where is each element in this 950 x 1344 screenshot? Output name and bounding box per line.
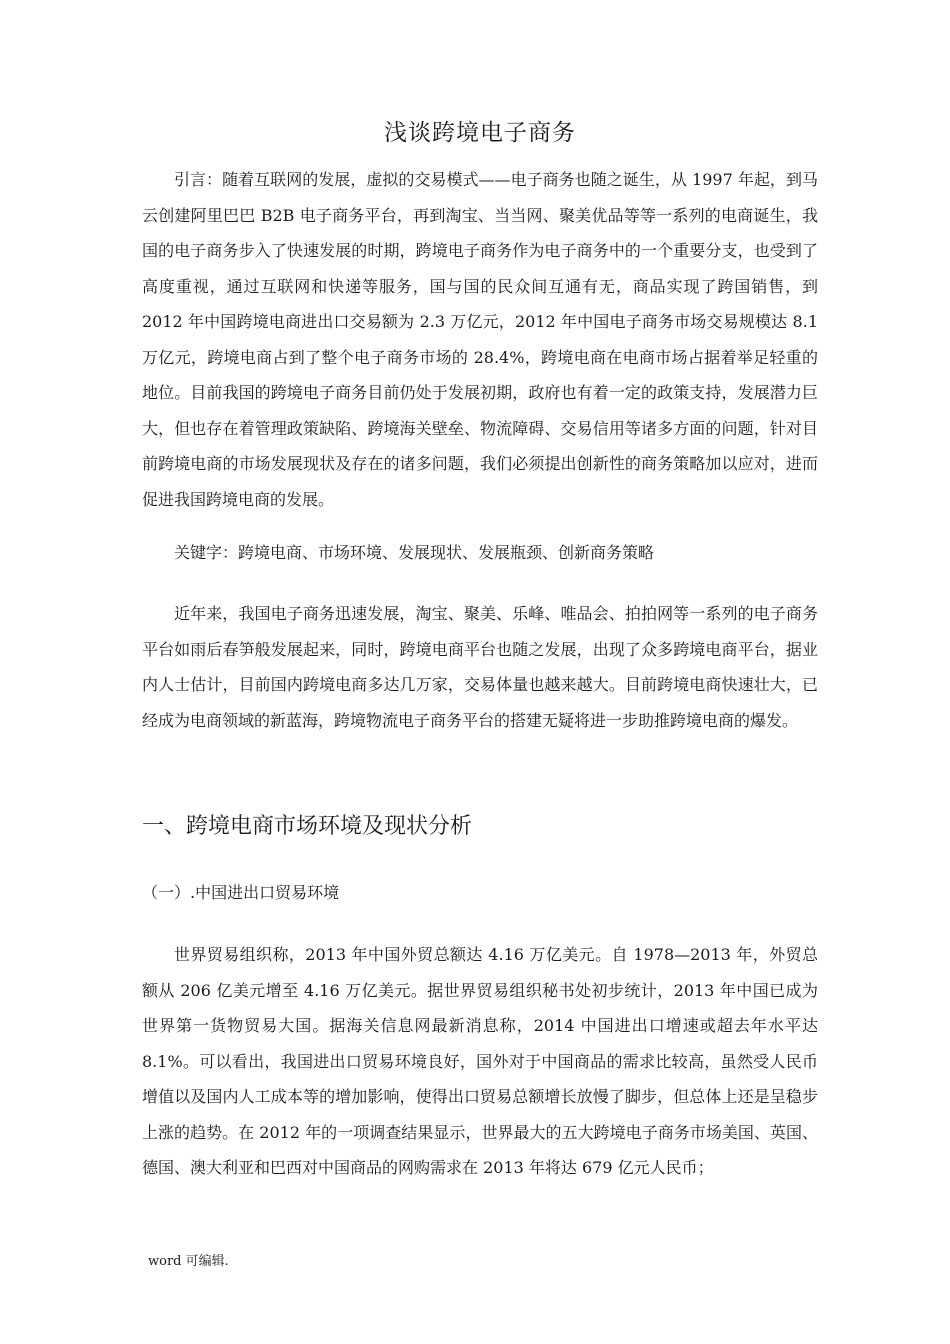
section-heading-1: 一、跨境电商市场环境及现状分析 [142, 814, 473, 839]
intro-paragraph: 引言：随着互联网的发展，虚拟的交易模式——电子商务也随之诞生，从 1997 年起，到马云创建阿里巴巴 B2B 电子商务平台，再到淘宝、当当网、聚美优品等等一系列的电商诞生，我国的电子商务步入了快速发展的时期，跨境电子商务作为电子商务中的一个重要分支，也受到了高度重视，通过互联网和快递等服务，国与国的民众间互通有无，商品实现了跨国销售，到 2012 年中国跨境电商进出口交易额为 2.3 万亿元，2012 年中国电子商务市场交易规模达 8.1 万亿元，跨境电商占到了整个电子商务市场的 28.4%，跨境电商在电商市场占据着举足轻重的地位。目前我国的跨境电子商务目前仍处于发展初期，政府也有着一定的政策支持，发展潜力巨大，但也存在着管理政策缺陷、跨境海关壁垒、物流障碍、交易信用等诸多方面的问题，针对目前跨境电商的市场发展现状及存在的诸多问题，我们必须提出创新性的商务策略加以应对，进而促进我国跨境电商的发展。 [142, 170, 818, 509]
trade-environment-paragraph: 世界贸易组织称，2013 年中国外贸总额达 4.16 万亿美元。自 1978—2013 年，外贸总额从 206 亿美元增至 4.16 万亿美元。据世界贸易组织秘书处初步统计，2013 年中国已成为世界第一货物贸易大国。据海关信息网最新消息称，2014 中国进出口增速或超去年水平达 8.1%。可以看出，我国进出口贸易环境良好，国外对于中国商品的需求比较高，虽然受人民币增值以及国内人工成本等的增加影响，使得出口贸易总额增长放慢了脚步，但总体上还是呈稳步上涨的趋势。在 2012 年的一项调查结果显示，世界最大的五大跨境电子商务市场美国、英国、德国、澳大利亚和巴西对中国商品的网购需求在 2013 年将达 679 亿元人民币； [142, 945, 818, 1177]
footer-note: word 可编辑. [148, 1254, 229, 1269]
recent-development-paragraph: 近年来，我国电子商务迅速发展，淘宝、聚美、乐峰、唯品会、拍拍网等一系列的电子商务平台如雨后春笋般发展起来，同时，跨境电商平台也随之发展，出现了众多跨境电商平台，据业内人士估计，目前国内跨境电商多达几万家，交易体量也越来越大。目前跨境电商快速壮大，已经成为电商领域的新蓝海，跨境物流电子商务平台的搭建无疑将进一步助推跨境电商的爆发。 [142, 604, 818, 730]
keywords-paragraph: 关键字：跨境电商、市场环境、发展现状、发展瓶颈、创新商务策略 [174, 543, 655, 562]
subsection-heading-1: （一）.中国进出口贸易环境 [142, 883, 340, 902]
document-title: 浅谈跨境电子商务 [384, 120, 576, 146]
